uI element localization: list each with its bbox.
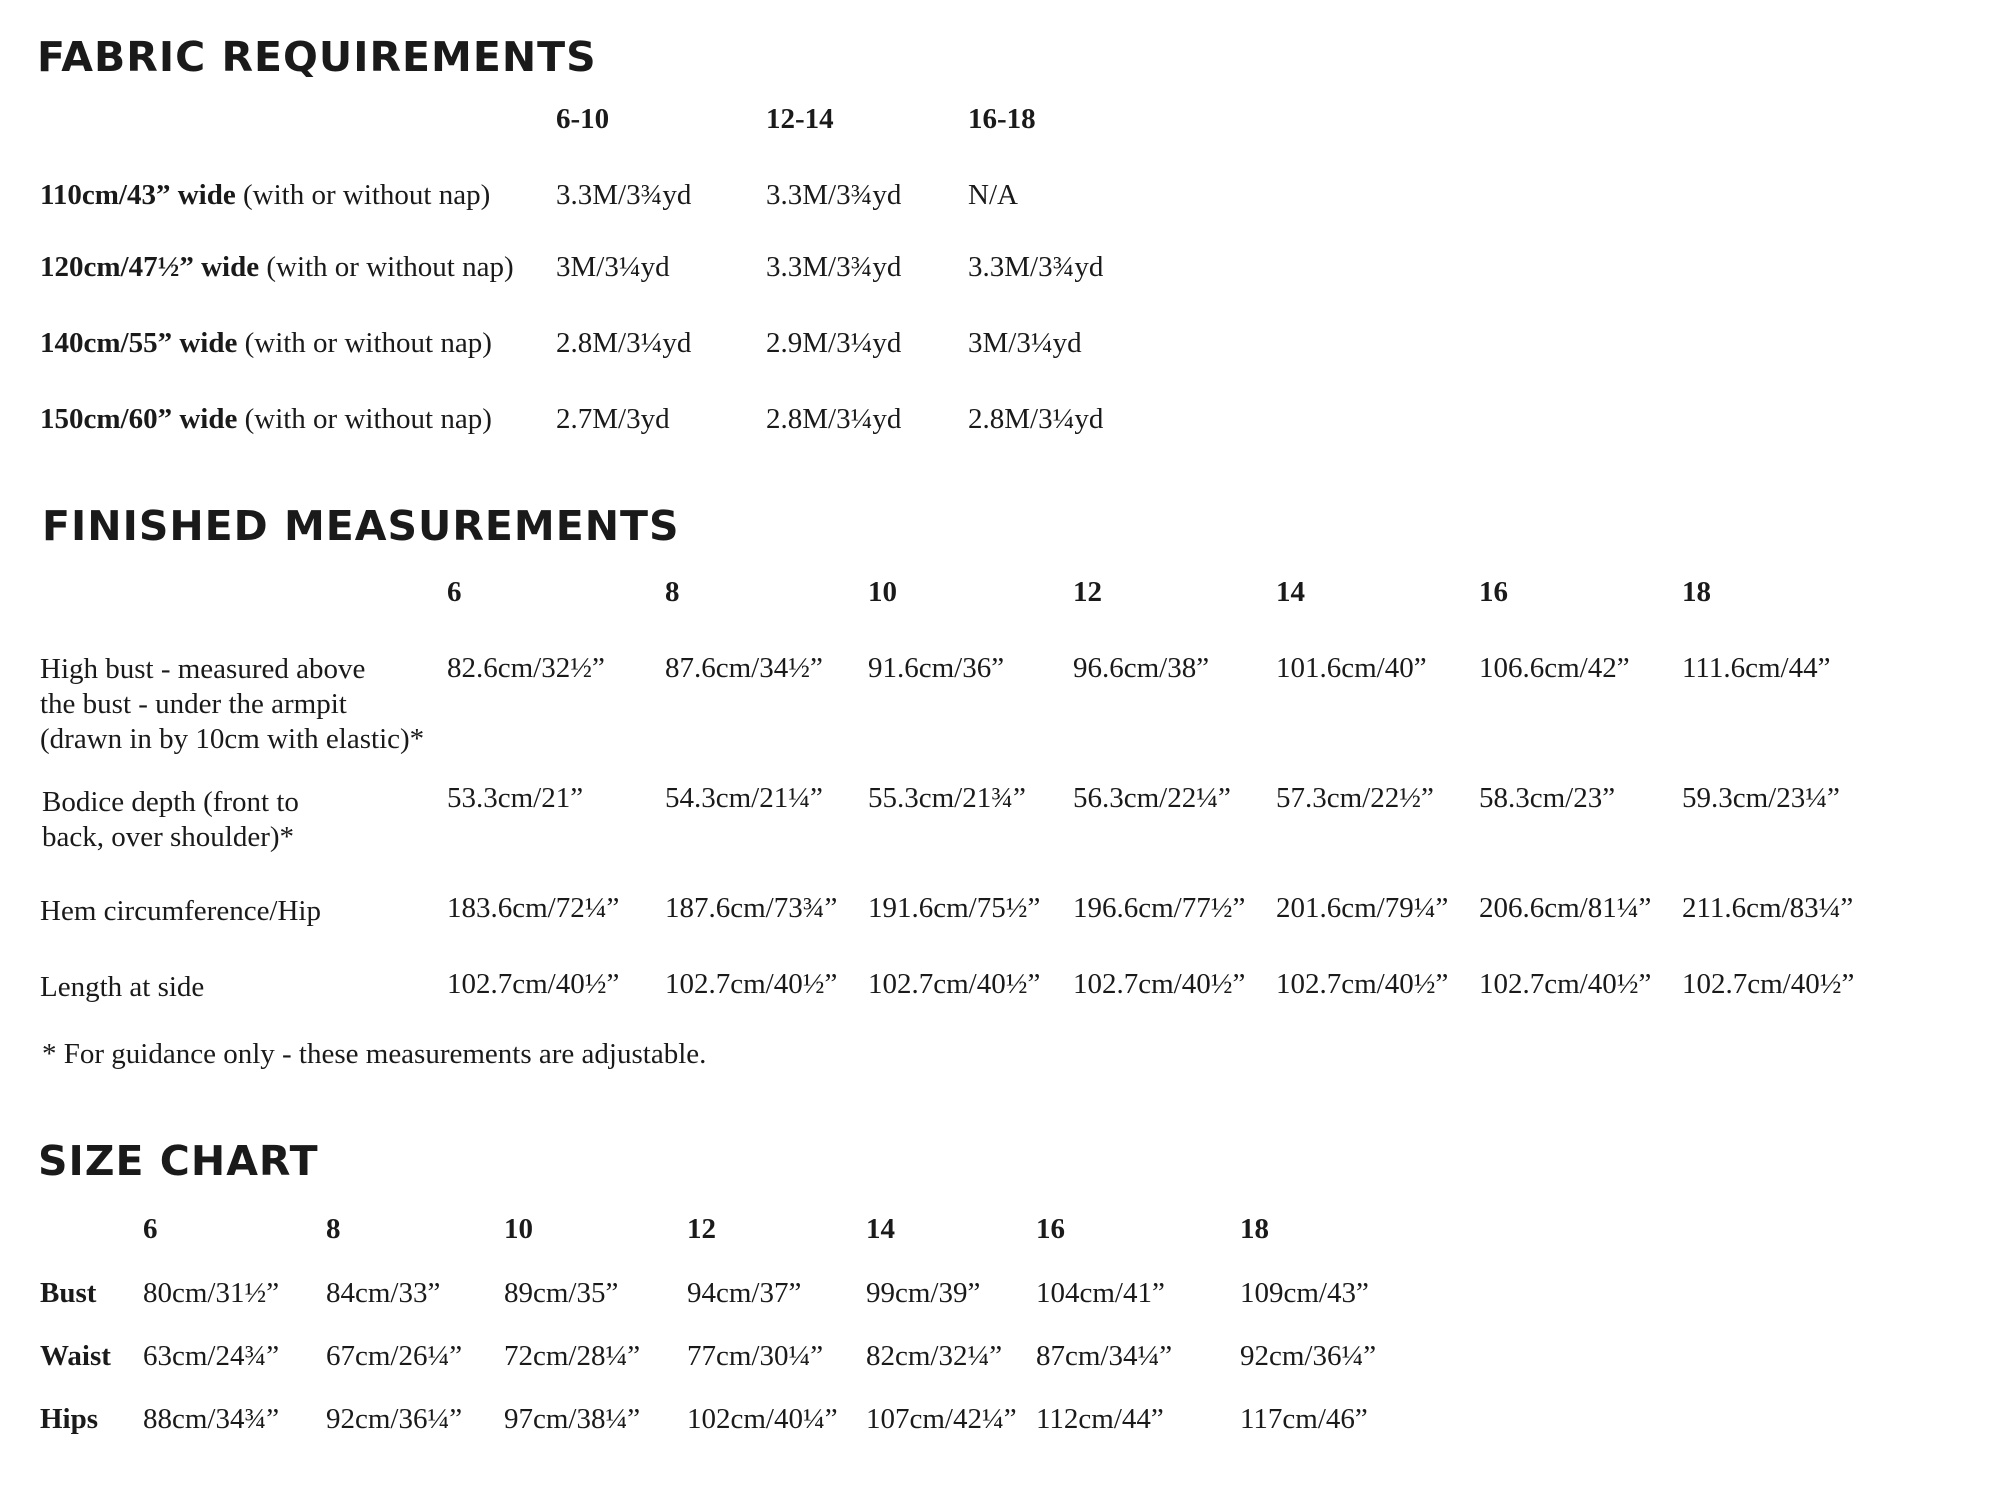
size-value: 104cm/41” [1036, 1277, 1165, 1309]
fabric-value: 3.3M/3¾yd [766, 251, 902, 283]
finished-value: 59.3cm/23¼” [1682, 782, 1840, 814]
size-value: 117cm/46” [1240, 1403, 1368, 1435]
size-row-label: Waist [40, 1340, 111, 1372]
size-col-header: 18 [1240, 1213, 1269, 1245]
size-chart-title: SIZE CHART [38, 1137, 319, 1185]
fabric-row-label [40, 327, 492, 360]
finished-value: 102.7cm/40½” [1276, 968, 1449, 1000]
finished-col-header: 6 [447, 576, 462, 608]
size-value: 102cm/40¼” [687, 1403, 838, 1435]
finished-value: 55.3cm/21¾” [868, 782, 1026, 814]
finished-value: 82.6cm/32½” [447, 652, 605, 684]
finished-value: 57.3cm/22½” [1276, 782, 1434, 814]
fabric-nap-note: (with or without nap) [237, 403, 492, 435]
fabric-row-label [40, 179, 490, 212]
finished-value: 111.6cm/44” [1682, 652, 1831, 684]
size-col-header: 8 [326, 1213, 341, 1245]
fabric-value: 3.3M/3¾yd [556, 179, 692, 211]
size-value: 87cm/34¼” [1036, 1340, 1173, 1372]
fabric-value: 2.7M/3yd [556, 403, 670, 435]
size-value: 80cm/31½” [143, 1277, 280, 1309]
finished-col-header: 14 [1276, 576, 1305, 608]
fabric-requirements-title: FABRIC REQUIREMENTS [37, 33, 597, 81]
fabric-value: 2.8M/3¼yd [766, 403, 902, 435]
finished-value: 56.3cm/22¼” [1073, 782, 1231, 814]
label-line: (drawn in by 10cm with elastic)* [40, 723, 425, 755]
fabric-row-label [40, 403, 492, 436]
size-col-header: 6 [143, 1213, 158, 1245]
finished-value: 58.3cm/23” [1479, 782, 1616, 814]
finished-col-header: 18 [1682, 576, 1711, 608]
size-col-header: 10 [504, 1213, 533, 1245]
size-row-label: Hips [40, 1403, 99, 1435]
fabric-nap-note: (with or without nap) [259, 251, 514, 283]
fabric-value: 3.3M/3¾yd [766, 179, 902, 211]
footnote: * For guidance only - these measurements are adjustable. [42, 1038, 707, 1070]
size-value: 82cm/32¼” [866, 1340, 1003, 1372]
finished-value: 102.7cm/40½” [1073, 968, 1246, 1000]
size-value: 112cm/44” [1036, 1403, 1164, 1435]
size-value: 99cm/39” [866, 1277, 981, 1309]
finished-col-header: 8 [665, 576, 680, 608]
finished-value: 196.6cm/77½” [1073, 892, 1246, 924]
size-value: 92cm/36¼” [326, 1403, 463, 1435]
finished-value: 53.3cm/21” [447, 782, 584, 814]
finished-value: 96.6cm/38” [1073, 652, 1210, 684]
finished-value: 106.6cm/42” [1479, 652, 1630, 684]
finished-col-header: 12 [1073, 576, 1102, 608]
label-line: Hem circumference/Hip [40, 895, 321, 927]
fabric-value: N/A [968, 179, 1018, 211]
label-line: Bodice depth (front to [42, 786, 299, 818]
finished-row-label [42, 785, 299, 855]
fabric-col-header: 6-10 [556, 103, 610, 135]
fabric-width: 110cm/43” wide [40, 179, 236, 211]
size-value: 89cm/35” [504, 1277, 619, 1309]
label-line: back, over shoulder)* [42, 821, 295, 853]
size-value: 67cm/26¼” [326, 1340, 463, 1372]
finished-value: 102.7cm/40½” [665, 968, 838, 1000]
fabric-width: 120cm/47½” wide [40, 251, 260, 283]
size-row-label: Bust [40, 1277, 97, 1309]
label-line: High bust - measured above [40, 653, 366, 685]
fabric-value: 2.8M/3¼yd [556, 327, 692, 359]
finished-value: 91.6cm/36” [868, 652, 1005, 684]
fabric-value: 3M/3¼yd [556, 251, 670, 283]
finished-value: 102.7cm/40½” [447, 968, 620, 1000]
fabric-width: 150cm/60” wide [40, 403, 238, 435]
size-value: 107cm/42¼” [866, 1403, 1017, 1435]
finished-value: 191.6cm/75½” [868, 892, 1041, 924]
size-value: 88cm/34¾” [143, 1403, 280, 1435]
finished-value: 187.6cm/73¾” [665, 892, 838, 924]
finished-col-header: 10 [868, 576, 897, 608]
finished-row-label [40, 652, 424, 757]
size-value: 94cm/37” [687, 1277, 802, 1309]
finished-value: 211.6cm/83¼” [1682, 892, 1854, 924]
size-col-header: 12 [687, 1213, 716, 1245]
finished-value: 54.3cm/21¼” [665, 782, 823, 814]
fabric-nap-note: (with or without nap) [237, 327, 492, 359]
size-col-header: 14 [866, 1213, 895, 1245]
finished-value: 183.6cm/72¼” [447, 892, 620, 924]
fabric-col-header: 16-18 [968, 103, 1036, 135]
fabric-value: 3.3M/3¾yd [968, 251, 1104, 283]
fabric-col-header: 12-14 [766, 103, 834, 135]
size-value: 63cm/24¾” [143, 1340, 280, 1372]
label-line: Length at side [40, 971, 205, 1003]
finished-measurements-title: FINISHED MEASUREMENTS [42, 502, 680, 550]
size-value: 84cm/33” [326, 1277, 441, 1309]
finished-value: 102.7cm/40½” [868, 968, 1041, 1000]
finished-value: 102.7cm/40½” [1682, 968, 1855, 1000]
size-col-header: 16 [1036, 1213, 1065, 1245]
size-value: 109cm/43” [1240, 1277, 1369, 1309]
fabric-value: 3M/3¼yd [968, 327, 1082, 359]
finished-row-label [40, 970, 204, 1005]
fabric-width: 140cm/55” wide [40, 327, 238, 359]
size-value: 72cm/28¼” [504, 1340, 641, 1372]
size-value: 77cm/30¼” [687, 1340, 824, 1372]
size-value: 97cm/38¼” [504, 1403, 641, 1435]
fabric-nap-note: (with or without nap) [235, 179, 491, 211]
finished-value: 102.7cm/40½” [1479, 968, 1652, 1000]
finished-value: 87.6cm/34½” [665, 652, 823, 684]
finished-row-label [40, 894, 321, 929]
fabric-value: 2.8M/3¼yd [968, 403, 1104, 435]
finished-col-header: 16 [1479, 576, 1508, 608]
fabric-row-label [40, 251, 514, 284]
finished-value: 206.6cm/81¼” [1479, 892, 1652, 924]
finished-value: 201.6cm/79¼” [1276, 892, 1449, 924]
fabric-value: 2.9M/3¼yd [766, 327, 902, 359]
size-value: 92cm/36¼” [1240, 1340, 1377, 1372]
label-line: the bust - under the armpit [40, 688, 347, 720]
finished-value: 101.6cm/40” [1276, 652, 1427, 684]
